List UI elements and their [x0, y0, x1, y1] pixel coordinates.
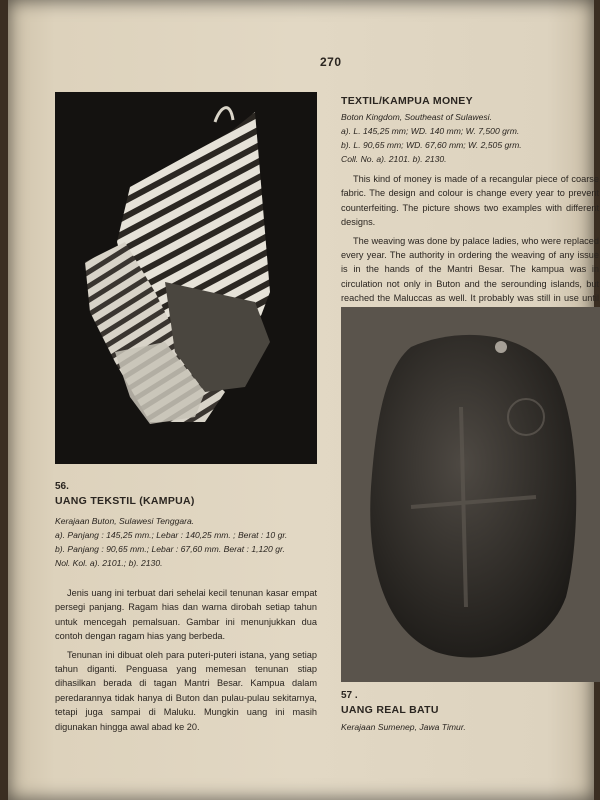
stone-coin-photo — [341, 307, 600, 682]
english-meta-4: Coll. No. a). 2101. b). 2130. — [341, 154, 447, 164]
textile-illustration — [55, 92, 317, 464]
item-57-number: 57 . — [341, 690, 358, 701]
item-57-title: UANG REAL BATU — [341, 704, 439, 716]
item-56-meta-2: a). Panjang : 145,25 mm.; Lebar : 140,25 mm. ; Berat : 10 gr. — [55, 530, 288, 540]
indonesian-body — [55, 586, 317, 738]
item-56-title: UANG TEKSTIL (KAMPUA) — [55, 495, 195, 507]
english-paragraph-2: The weaving was done by palace ladies, who were replaced every year. The authority in ordering the weaving of any issue is in the hands of the Mantri Besar. The kampua was in circulation not only in Buton and the serounding islands, but reached the Maluccas as well. It probably was still in use until — [341, 235, 599, 304]
english-body — [341, 172, 599, 324]
item-56-number: 56. — [55, 481, 69, 492]
indonesian-paragraph-2: Tenunan ini dibuat oleh para puteri-puteri istana, yang setiap tahun diganti. Penguasa yang memesan tenunan stiap dihasilkan berada di tagan Mantri Besar. Kampua dalam peredarannya tidak hanya di Buton dan pulau-pulau sekitarnya, tetapi juga sampai di Maluku. Mungkin uang ini masih digunakan hingga awal abad ke 20. — [55, 649, 317, 732]
english-title: TEXTIL/KAMPUA MONEY — [341, 95, 473, 107]
english-meta-2: a). L. 145,25 mm; WD. 140 mm; W. 7,500 grm. — [341, 126, 520, 136]
english-meta-3: b). L. 90,65 mm; WD. 67,60 mm; W. 2,505 grm. — [341, 140, 522, 150]
stone-coin-illustration — [341, 307, 600, 682]
indonesian-paragraph-1: Jenis uang ini terbuat dari sehelai kecil tenunan kasar empat persegi panjang. Ragam hias dan warna dirobah setiap tahun untuk mencegah pemalsuan. Gambar ini menunjukkan dua contoh dengan ragam hias yang berbeda. — [55, 588, 317, 642]
item-56-meta-1: Kerajaan Buton, Sulawesi Tenggara. — [55, 516, 195, 526]
page-number: 270 — [320, 55, 342, 69]
item-56-meta-4: Nol. Kol. a). 2101.; b). 2130. — [55, 558, 163, 568]
textile-money-photo — [55, 92, 317, 464]
english-paragraph-1: This kind of money is made of a recangular piece of coarse fabric. The design and colour is change every year to prevent counterfeiting. The picture shows two examples with different designs. — [341, 174, 599, 228]
book-page — [8, 0, 599, 800]
english-meta-1: Boton Kingdom, Southeast of Sulawesi. — [341, 112, 492, 122]
item-56-meta-3: b). Panjang : 90,65 mm.; Lebar : 67,60 mm. Berat : 1,120 gr. — [55, 544, 285, 554]
item-57-meta: Kerajaan Sumenep, Jawa Timur. — [341, 722, 466, 732]
